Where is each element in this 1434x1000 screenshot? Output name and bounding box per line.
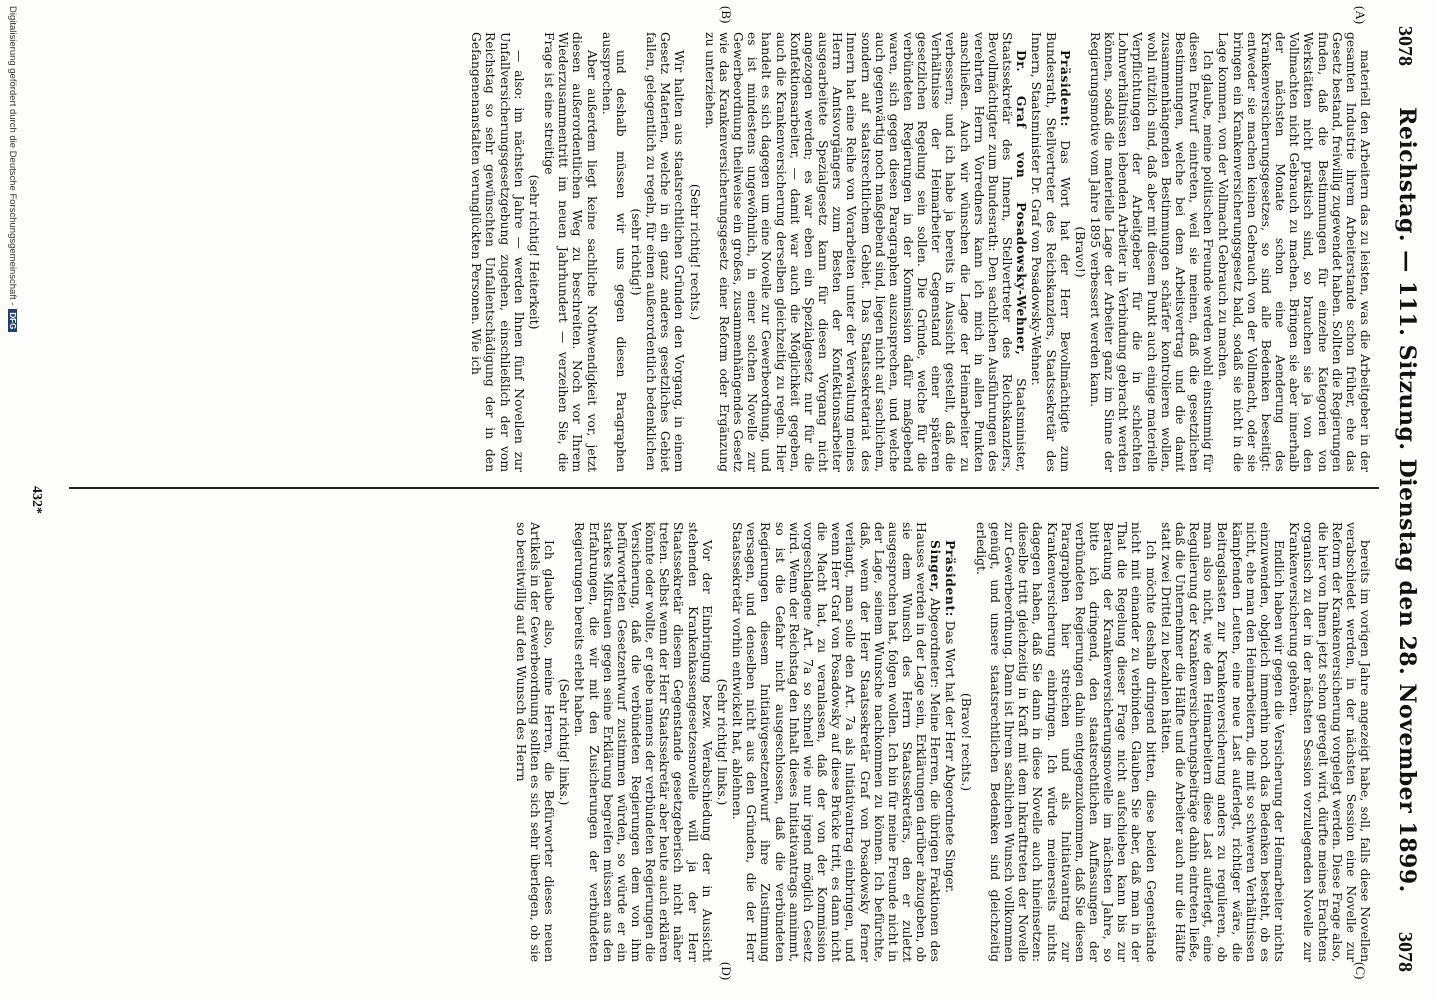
paragraph: Wir halten aus staatsrechtlichen Gründen den Vorgang, in einem Gesetz Materien, welche in ein ganz anderes gesetzliches Gebiet fallen, gelegentlich zu regeln, für einen außerordentlich bedenklichen — [644, 32, 687, 472]
page-title: Reichstag. — 111. Sitzung. Dienstag den 28. November 1899. — [1394, 107, 1420, 893]
paragraph: Ich glaube also, meine Herren, die Befürworter dieses neuen Artikels in der Gewerbeordnung sollten es sich sehr überlegen, ob sie so bereitwillig auf den Wunsch des Herrn — [513, 522, 557, 962]
interjection: (Sehr richtig! rechts.) — [687, 183, 702, 321]
speech-text: Abgeordneter: Meine Herren, die übrigen Fraktionen des Hauses werden in der Lage sein, Erklärungen darüber abzugeben, ob sie dem Wunsch des Herrn Staatssekretärs, den er zuletzt ausgesprochen hat, folgen wollen. Ich bin für meine Freunde nicht in der Lage, seinem Wunsche nachkommen zu können. Ich befürchte, daß, wenn der Herr Staatssekretär Graf von Posadowsky ferner verlangt, man solle den Art. 7a als Initiativantrag einbringen, und wenn Herr Graf von Posadowsky auf diese Brücke tritt, es dann nicht die Macht hat, zu veranlassen, daß der von der Kommission vorgeschlagene Art. 7a so schnell wie nur irgend möglich Gesetz wird. Wenn der Reichstag den Inhalt dieses Initiativantrags annimmt, so ist die Gefahr nicht ausgeschlossen, daß die verbündeten Regierungen diesem Initiativgesetzentwurf ihre Zustimmung versagen, und denselben nicht aus den Gründen, die der Herr Staatssekretär vorhin entwickelt hat, ablehnen. — [730, 522, 943, 962]
interjection: (Sehr richtig! links.) — [714, 678, 729, 806]
margin-letter-d: (D) — [719, 962, 734, 981]
paragraph: und deshalb müssen wir uns gegen diesen Paragraphen aussprechen. — [599, 32, 628, 472]
speech-text: Staatsminister, Staatssekretär des Innern, Stellvertreter des Reichskanzlers, Bevollmächtigter zum Bundesrath: Den sachlichen Ausführungen des verehrten Herrn Vorredners kann ich mich in allen Punkten anschließen. Auch wir wünschen die Lage der Heimarbeiter zu verbessern; und ich habe ja bereits in Aussicht gestellt, daß die Verhältnisse der Heimarbeiter Gegenstand einer späteren gesetzlichen Regelung sein sollen. Die Gründe, welche für die verbündeten Regierungen in der Kommission dafür maßgebend waren, sich gegen diesen Paragraphen auszusprechen, und welche auch gegenwärtig noch maßgebend sind, liegen nicht auf sachlichem, sondern auf staatsrechtlichem Gebiet. Das Staatssekretariat des Innern hat eine Reihe von Vorarbeiten unter der Verwaltung meines Herrn Amtsvorgängers zum Besten der Konfektionsarbeiter ausgearbeitete Spezialgesetz kann für diesen Vorgang nicht angezogen werden; es war eben ein Spezialgesetz nur für die Konfektionsarbeiter, — damit war auch die Möglichkeit gegeben, auch die Krankenversicherung derselben gleichzeitig zu regeln. Hier handelt es sich dagegen um eine Novelle zur Gewerbeordnung, und es ist mindestens ungewöhnlich, in einer solchen Novelle zur Gewerbeordnung theilweise ein großes, zusammenhängendes Gesetz wie das Krankenversicherungsgesetz einer Reform oder Ergänzung zu unterziehen. — [702, 32, 1029, 472]
paragraph: — also: im nächsten Jahre — werden Ihnen fünf Novellen zur Unfallversicherungsgesetzgebung zugehen, einschließlich der vom Reichstag so sehr gewünschten Unfallentschädigung der in den Gefangenenanstalten verunglückten Personen. Wie ich — [469, 32, 526, 472]
paragraph: Endlich haben wir gegen die Versicherung der Heimarbeiter nichts einzuwenden, obgleich immerhin noch das Bedenken besteht, ob es nicht, ehe man den Heimarbeitern, die mit so schweren Verhältnissen kämpfenden Leuten, eine neue Last auferlegt, richtiger wäre, die Beitragslasten zur Krankenversicherung anders zu regulieren, ob man also nicht, wie den Heimarbeitern diese Last auferlegt, eine Regulierung der Krankenversicherungsbeiträge dahin eintreten ließe, daß die Unternehmer die Hälfte und die Arbeiter auch nur die Hälfte statt zwei Drittel zu bezahlen hätten. — [1158, 522, 1287, 962]
speech-text: Das Wort hat der Herr Bevollmächtigte zum Bundesrath, Stellvertreter des Reichskanzlers, Staatssekretär des Innern, Staatsminister Dr. Graf von Posadowsky-Wehner. — [1029, 32, 1072, 472]
paragraph: Vor der Einbringung bezw. Verabschiedung der in Aussicht stehenden Krankenkassengesetzesnovelle will ja der Herr Staatssekretär diesem Gegenstande gesetzgeberisch nicht näher treten. Selbst wenn der Herr Staatssekretär aber heute auch erklären könnte oder wollte, er gebe namens der verbündeten Regierungen die Versicherung, daß die verbündeten Regierungen dem von ihm befürworteten Gesetzentwurf zustimmen würden, so würde er ein starkes Mißtrauen gegen seine Erklärung begreifen müssen aus den Erfahrungen, die wir mit den Zusicherungen der verbündeten Regierungen bereits erlebt haben. — [572, 522, 714, 962]
paragraph — [943, 522, 957, 962]
speaker-name: Dr. Graf von Posadowsky-Wehner, — [1014, 50, 1030, 356]
text-column-left — [72, 32, 1372, 472]
column-divider — [69, 487, 1379, 489]
margin-letter-c: (C) — [1353, 962, 1368, 980]
margin-letter-a: (A) — [1353, 6, 1368, 25]
paragraph — [730, 522, 942, 962]
digitization-credit — [7, 6, 18, 332]
interjection: (sehr richtig!) — [629, 208, 644, 296]
credit-text: Digitalisierung gefördert durch die Deutsche Forschungsgemeinschaft - — [7, 6, 18, 306]
paragraph: bereits im vorigen Jahre angezeigt habe, soll, falls diese Novellen verabschiedet werden, in der nächsten Session eine Novelle zur Reform der Krankenversicherung vorgelegt werden. Diese Frage also, die hier von Ihnen jetzt schon geregelt wird, dürfte meines Erachtens organisch zu der in der nächsten Session vorzulegenden Novelle zur Krankenversicherung gehören. — [1287, 522, 1372, 962]
page-number-left: 3078 — [1394, 26, 1416, 66]
speech-text: Das Wort hat der Herr Abgeordnete Singer. — [943, 620, 958, 894]
paragraph — [703, 32, 1029, 472]
paragraph: materiell den Arbeitern das zu leisten, was die Arbeitgeber in der gesamten Industrie ihrem Arbeiterstande schon früher, ehe das Gesetz bestand, freiwillig zugewendet haben. Sollten die Regierungen finden, daß die Bestimmungen für einzelne Kategorien von Werkstätten nicht praktisch sind, so brauchen sie ja von den Vollmachten nicht Gebrauch zu machen. Bringen sie aber innerhalb der nächsten Monate schon eine Aenderung des Krankenversicherungsgesetzes, so sind alle Bedenken beseitigt: entweder sie machen keinen Gebrauch von der Vollmacht, oder sie bringen ein Krankenversicherungsgesetz bald, sodaß sie nicht in die Lage kommen, von der Vollmacht Gebrauch zu machen. — [1216, 32, 1372, 472]
page-number-right: 3078 — [1394, 932, 1416, 972]
margin-letter-b: (B) — [719, 6, 734, 24]
speaker-name: Präsident: — [943, 540, 959, 617]
paragraph — [1029, 32, 1071, 472]
interjection: (Bravo!) — [1072, 226, 1087, 278]
interjection: (Bravo! rechts.) — [958, 692, 973, 792]
page-header — [1378, 0, 1434, 1000]
signature-mark: 432* — [29, 486, 44, 514]
dfg-logo: DFG — [8, 309, 17, 332]
paragraph: Aber außerdem liegt keine sachliche Nothwendigkeit vor, jetzt diesen außerordentlichen Weg zu beschreiten. Noch vor Ihrem Wiederzusammentritt im neuen Jahrhundert — verzeihen Sie, die Frage ist eine streitige — [542, 32, 599, 472]
speaker-name: Präsident: — [1057, 50, 1073, 127]
text-column-right — [72, 522, 1372, 962]
interjection: (Sehr richtig! links.) — [557, 678, 572, 806]
paragraph: Ich möchte deshalb dringend bitten, diese beiden Gegenstände nicht mit einander zu verbinden. Glauben Sie aber, daß man in der That die Regelung dieser Frage nicht aufschieben kann bis zur Beratung der Krankenversicherungsnovelle im nächsten Jahre, so bitte ich dringend, den staatsrechtlichen Auffassungen der verbündeten Regierungen dahin entgegenzukommen, daß Sie diesen Paragraphen hier streichen und als Initiativantrag zur Krankenversicherung einbringen. Ich würde meinerseits nichts dagegen haben, daß Sie dann in diese Novelle auch hineinsetzen: dieselbe tritt gleichzeitig in Kraft mit dem Inkrafttreten der Novelle zur Gewerbeordnung. Dann ist Ihrem sachlichen Wunsch vollkommen genügt, und unsere staatsrechtlichen Bedenken sind gleichzeitig erledigt. — [973, 522, 1158, 962]
interjection: (sehr richtig! Heiterkeit) — [526, 174, 541, 330]
paragraph: Ich glaube, meine politischen Freunde werden wohl einstimmig für diesen Entwurf eintreten, weil sie meinen, daß die gesetzlichen Bestimmungen, welche bei dem Arbeitsvertrag und die damit zusammenhängenden Bestimmungen schärfer kontrolieren wollen, wohl nützlich sind, daß aber mit diesem Punkt auch einige materielle Verpflichtungen der Arbeitgeber für die in schlechten Lohnverhältnissen lebenden Arbeiter in Verbindung gebracht werden können, sodaß die materielle Lage der Arbeiter ganz im Sinne der Regierungsmotive vom Jahre 1895 verbessert werden kann. — [1088, 32, 1216, 472]
speaker-name: Singer, — [928, 540, 944, 593]
